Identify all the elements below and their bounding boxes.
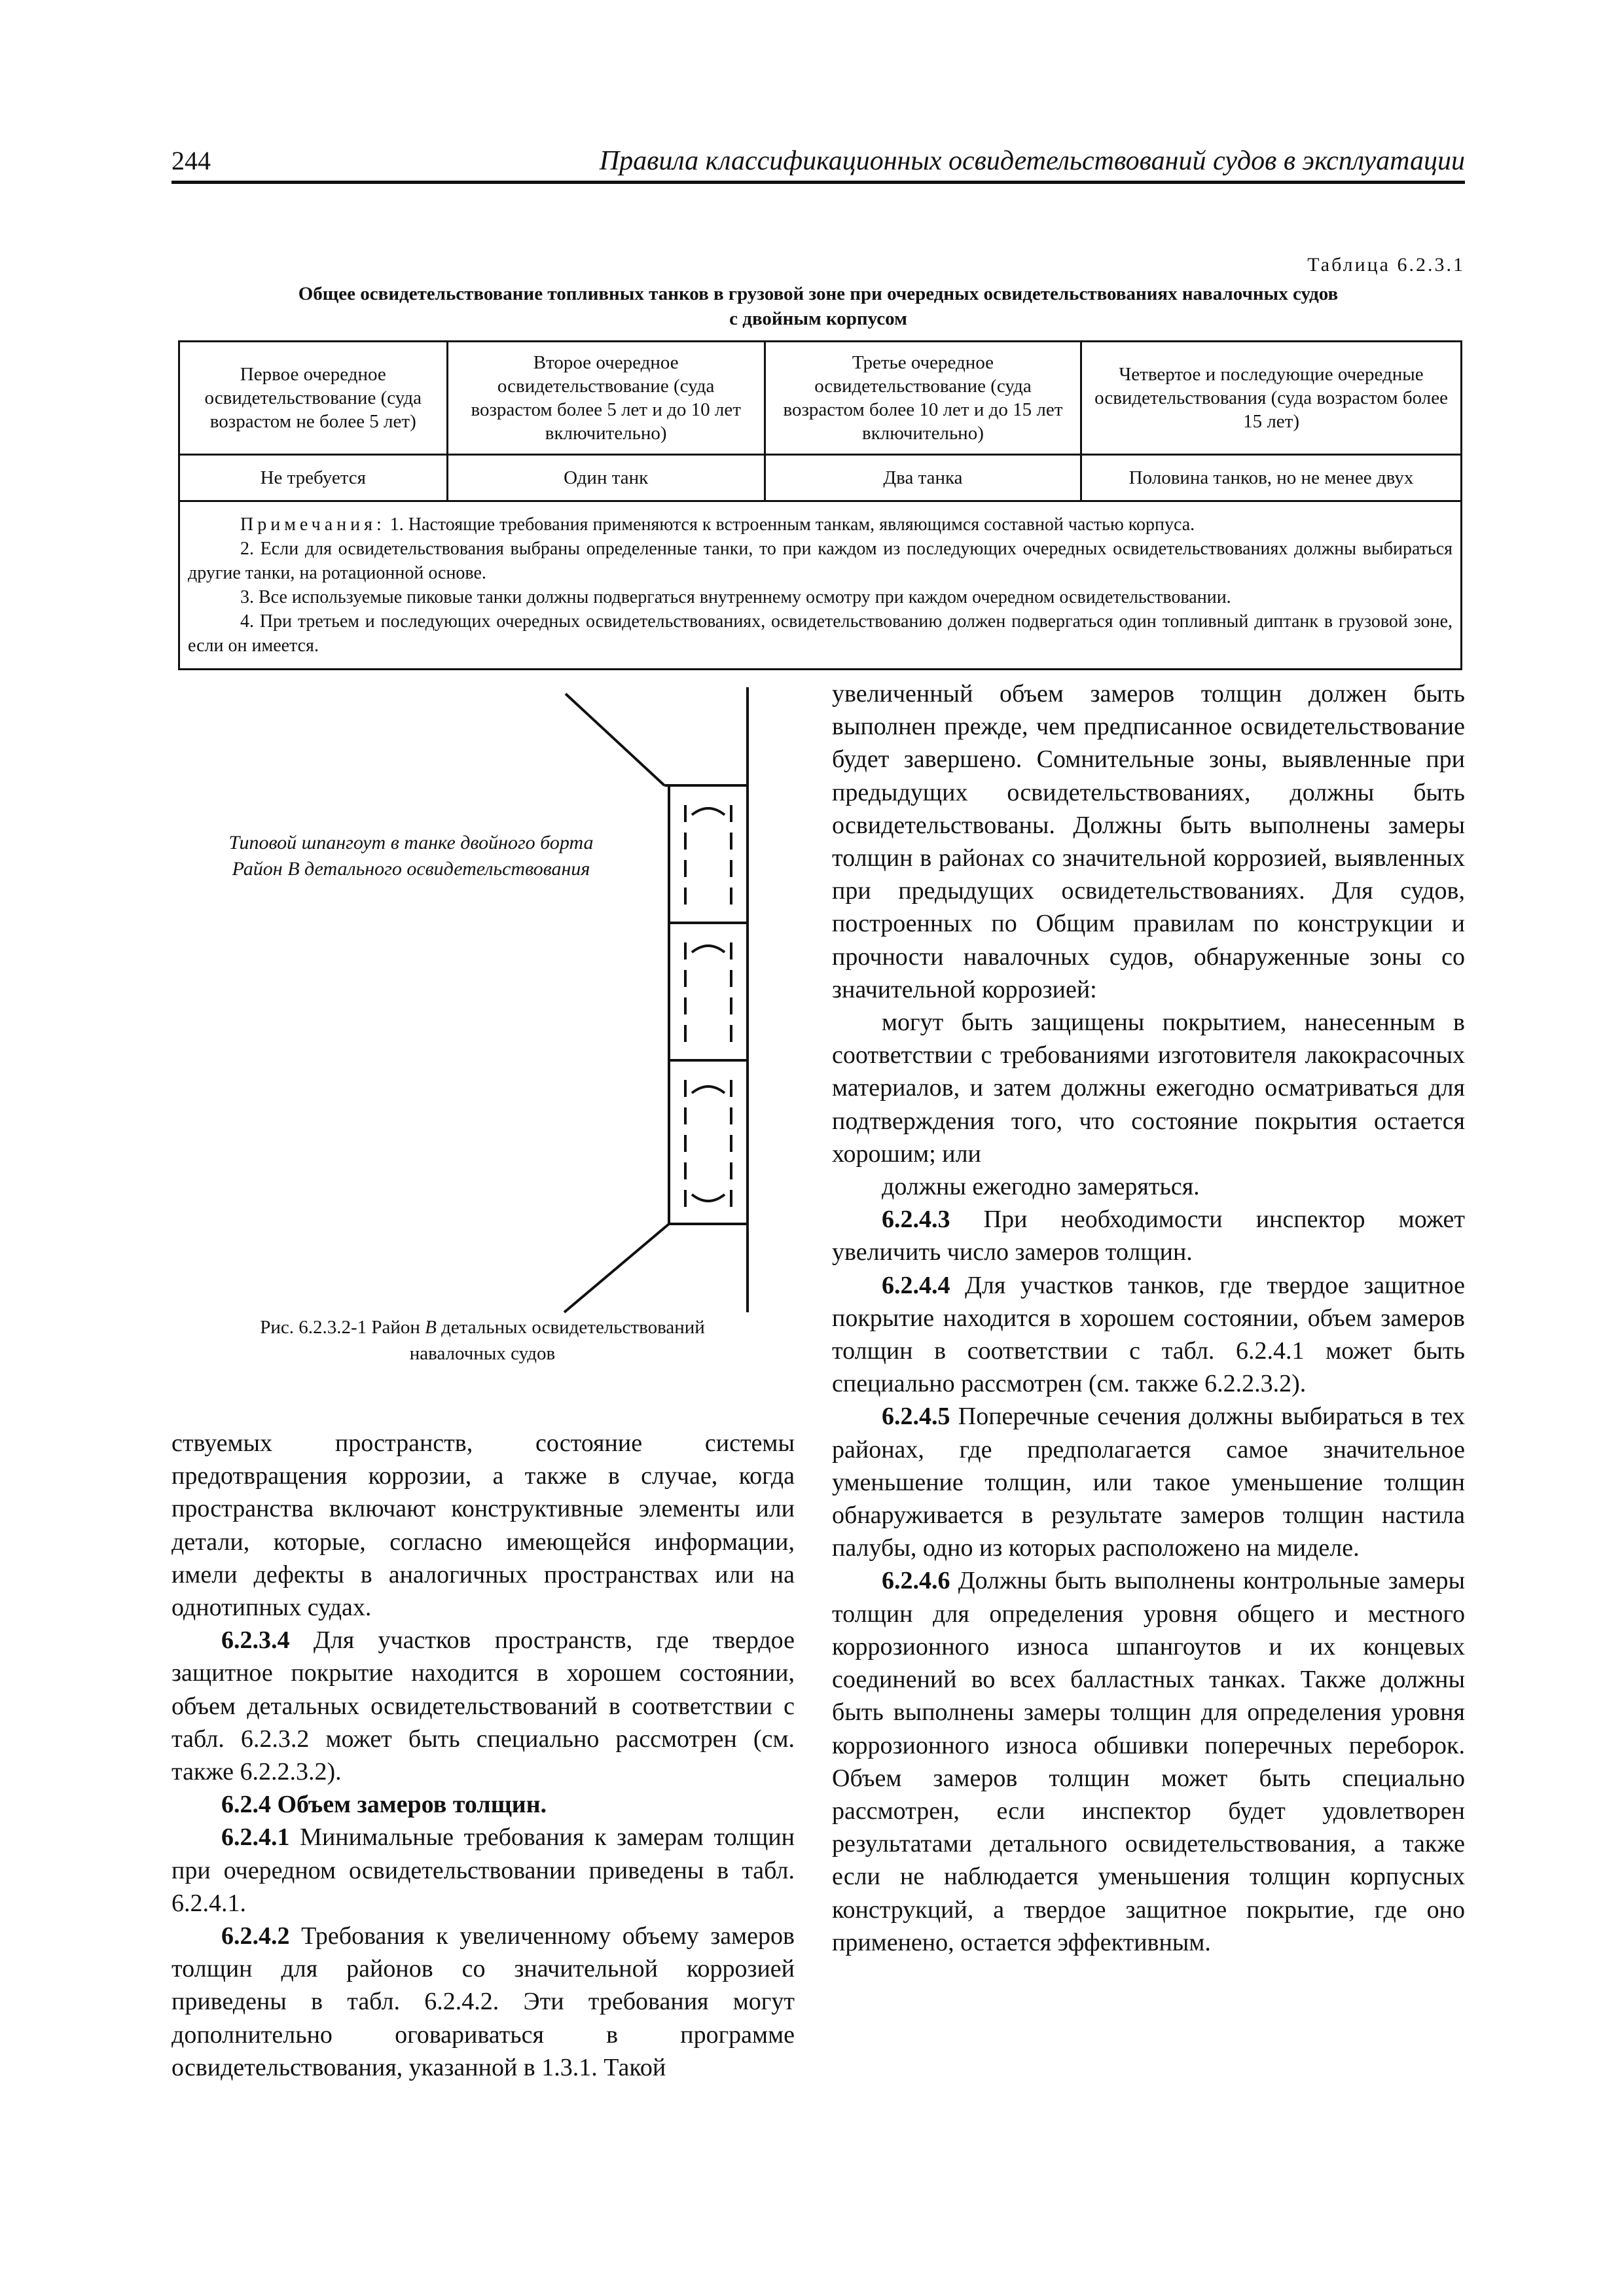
table-title xyxy=(171,281,1465,331)
paragraph xyxy=(832,1400,1465,1564)
clause-number: 6.2.4.5 xyxy=(882,1403,950,1431)
paragraph-text: Для участков танков, где твердое защитное покрытие находится в хорошем состоянии, объем замеров толщин в соответствии с табл. 6.2.4.1 может быть специально рассмотрен (см. также 6.2.2.3.2). xyxy=(832,1271,1465,1398)
clause-number: 6.2.4.3 xyxy=(882,1206,950,1234)
clause-number: 6.2.4.1 xyxy=(221,1823,290,1852)
paragraph: могут быть защищены покрытием, нанесенным в соответствии с требованиями изготовителя лакокрасочных материалов, и затем должны ежегодно осматриваться для подтверждения того, что состояние покрытия остается хорошим; или xyxy=(832,1009,1465,1168)
table-note: 4. При третьем и последующих очередных освидетельствованиях, освидетельствованию должен подвергаться один топливный диптанк в грузовой зоне, если он имеется. xyxy=(188,611,1453,656)
table-cell: Не требуется xyxy=(179,455,448,501)
table-cell: Половина танков, но не менее двух xyxy=(1081,455,1462,501)
clause-number: 6.2.4.2 xyxy=(221,1922,290,1950)
frame-diagram xyxy=(171,674,800,1316)
table-header-cell: Четвертое и последующие очередные освидетельствования (суда возрастом более 15 лет) xyxy=(1081,342,1462,455)
table-row xyxy=(179,455,1462,501)
clause-number: 6.2.4.6 xyxy=(882,1567,950,1595)
table-cell: Два танка xyxy=(765,455,1081,501)
page-number: 244 xyxy=(171,146,211,175)
table-note xyxy=(188,512,1453,537)
table-header-cell: Первое очередное освидетельствование (суда возрастом не более 5 лет) xyxy=(179,342,448,455)
diagram-arc-marks xyxy=(692,808,725,1201)
paragraph xyxy=(171,1821,795,1920)
paragraph-text: Минимальные требования к замерам толщин при очередном освидетельствовании приведены в табл. 6.2.4.1. xyxy=(171,1823,795,1917)
paragraph: увеличенный объем замеров толщин должен быть выполнен прежде, чем предписанное освидетельствование будет завершено. Сомнительные зоны, выявленные при предыдущих освидетельствованиях, должны быть освидетельствованы. Должны быть выполнены замеры толщин в районах со значительной коррозией, выявленных при предыдущих освидетельствованиях. Для судов, построенных по Общим правилам по конструкции и прочности навалочных судов, обнаруженные зоны со значительной коррозией: xyxy=(832,680,1465,1003)
running-head: Правила классификационных освидетельствований судов в эксплуатации xyxy=(599,146,1465,176)
figure-inset-label xyxy=(195,830,627,882)
table-header-cell: Второе очередное освидетельствование (суда возрастом более 5 лет и до 10 лет включительно) xyxy=(447,342,765,455)
paragraph-text: Требования к увеличенному объему замеров толщин для районов со значительной коррозией приведены в табл. 6.2.4.2. Эти требования могут дополнительно оговариваться в программе освидетельствования, указанной в 1.3.1. Такой xyxy=(171,1922,795,2081)
clause-number: 6.2.4.4 xyxy=(882,1271,950,1299)
caption-italic: B xyxy=(425,1317,437,1338)
paragraph xyxy=(832,1269,1465,1401)
table-notes-cell xyxy=(179,501,1462,670)
section-heading: 6.2.4 Объем замеров толщин. xyxy=(221,1791,547,1819)
paragraph xyxy=(171,1624,795,1788)
table-header-cell: Третье очередное освидетельствование (суда возрастом более 10 лет и до 15 лет включительно) xyxy=(765,342,1081,455)
diagram-frame-outline xyxy=(669,785,748,1224)
figure-inset-line: Типовой шпангоут в танке двойного борта xyxy=(228,832,594,853)
header-rule xyxy=(171,181,1465,184)
table-title-line: с двойным корпусом xyxy=(729,308,907,329)
paragraph xyxy=(832,1203,1465,1268)
figure-inset-line: Район B детального освидетельствования xyxy=(232,858,590,880)
table-note: 2. Если для освидетельствования выбраны определенные танки, то при каждом из последующих очередных освидетельствованиях должны выбираться другие танки, на ротационной основе. xyxy=(188,539,1453,583)
survey-table xyxy=(178,340,1462,670)
paragraph-text: Для участков пространств, где твердое защитное покрытие находится в хорошем состоянии, объем детальных освидетельствований в соответствии с табл. 6.2.3.2 может быть специально рассмотрен (см. также 6.2.2.3.2). xyxy=(171,1626,795,1786)
paragraph-text: Должны быть выполнены контрольные замеры толщин для определения уровня общего и местного коррозионного износа шпангоутов и их концевых соединений во всех балластных танках. Также должны быть выполнены замеры толщин для определения уровня коррозионного износа обшивки поперечных переборок. Объем замеров толщин может быть специально рассмотрен, если инспектор будет удовлетворен результатами детального освидетельствования, а также если не наблюдается уменьшения толщин корпусных конструкций, а твердое защитное покрытие, где оно применено, остается эффективным. xyxy=(832,1567,1465,1956)
diagram-lower-bracket-line xyxy=(564,1224,669,1312)
paragraph-text: Поперечные сечения должны выбираться в тех районах, где предполагается самое значительное уменьшение толщин, или такое уменьшение толщин обнаруживается в результате замеров толщин настила палубы, одно из которых расположено на миделе. xyxy=(832,1403,1465,1562)
figure-caption xyxy=(171,1314,793,1367)
notes-label: Примечания: xyxy=(240,514,386,535)
note-text: 1. Настоящие требования применяются к встроенным танкам, являющимся составной частью корпуса. xyxy=(389,514,1195,535)
caption-prefix: Рис. 6.2.3.2-1 Район xyxy=(260,1317,425,1338)
figure-caption-line: навалочных судов xyxy=(409,1343,556,1364)
table-header-row xyxy=(179,342,1462,455)
table-cell: Один танк xyxy=(447,455,765,501)
paragraph-text: При необходимости инспектор может увеличить число замеров толщин. xyxy=(832,1206,1465,1266)
table-title-line: Общее освидетельствование топливных танков в грузовой зоне при очередных освидетельствованиях навалочных судов xyxy=(298,283,1339,304)
table-label: Таблица 6.2.3.1 xyxy=(1307,254,1465,276)
diagram-upper-bracket-line xyxy=(566,694,664,785)
paragraph: ствуемых пространств, состояние системы предотвращения коррозии, а также в случае, когда пространства включают конструктивные элементы или детали, которые, согласно имеющейся информации, имели дефекты в аналогичных пространствах или на однотипных судах. xyxy=(171,1429,795,1622)
figure-caption-line xyxy=(171,1314,793,1340)
clause-number: 6.2.3.4 xyxy=(221,1626,290,1655)
left-text-column xyxy=(171,1427,795,2084)
paragraph xyxy=(832,1564,1465,1958)
table-notes-row xyxy=(179,501,1462,670)
diagram-zone-b-dashes xyxy=(685,805,731,1208)
paragraph xyxy=(171,1920,795,2084)
paragraph: должны ежегодно замеряться. xyxy=(882,1173,1200,1201)
right-text-column xyxy=(832,677,1465,1959)
caption-rest: детальных освидетельствований xyxy=(436,1317,705,1338)
table-note: 3. Все используемые пиковые танки должны подвергаться внутреннему осмотру при каждом очередном освидетельствовании. xyxy=(240,587,1231,607)
